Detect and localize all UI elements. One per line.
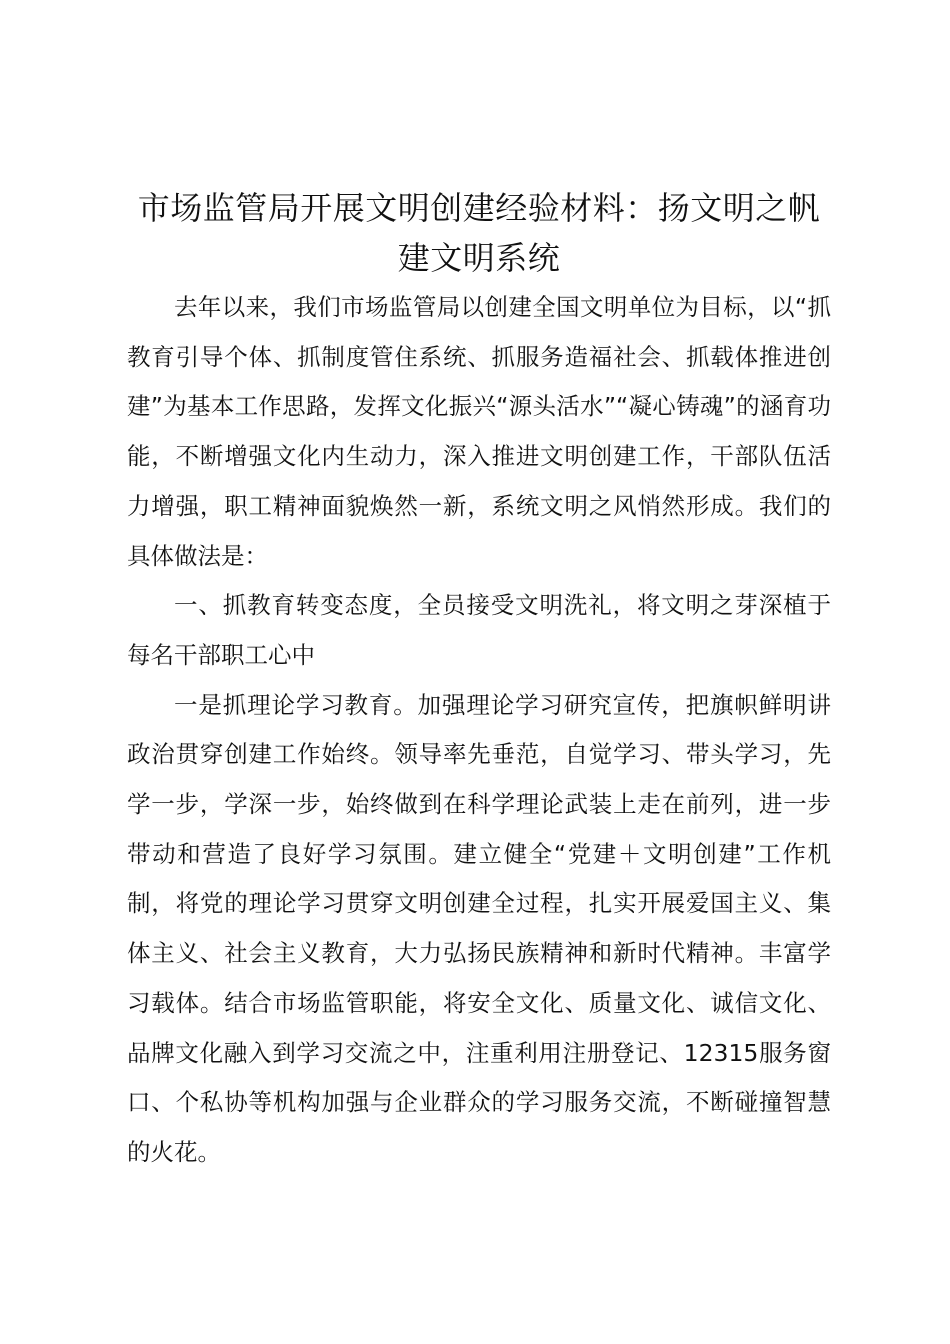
document-page — [127, 183, 831, 1178]
document-title: 市场监管局开展文明创建经验材料：扬文明之帆建文明系统 — [137, 189, 821, 277]
section-heading-1: 一、抓教育转变态度，全员接受文明洗礼，将文明之芽深植于每名干部职工心中 — [127, 591, 831, 669]
intro-paragraph: 去年以来，我们市场监管局以创建全国文明单位为目标，以“抓教育引导个体、抓制度管住系统、抓服务造福社会、抓载体推进创建”为基本工作思路，发挥文化振兴“源头活水”“凝心铸魂”的涵育功能，不断增强文化内生动力，深入推进文明创建工作，干部队伍活力增强，职工精神面貌焕然一新，系统文明之风悄然形成。我们的具体做法是： — [127, 293, 831, 570]
body-paragraph-1: 一是抓理论学习教育。加强理论学习研究宣传，把旗帜鲜明讲政治贯穿创建工作始终。领导率先垂范，自觉学习、带头学习，先学一步，学深一步，始终做到在科学理论武装上走在前列，进一步带动和营造了良好学习氛围。建立健全“党建＋文明创建”工作机制，将党的理论学习贯穿文明创建全过程，扎实开展爱国主义、集体主义、社会主义教育，大力弘扬民族精神和新时代精神。丰富学习载体。结合市场监管职能，将安全文化、质量文化、诚信文化、品牌文化融入到学习交流之中，注重利用注册登记、12315服务窗口、个私协等机构加强与企业群众的学习服务交流，不断碰撞智慧的火花。 — [127, 690, 831, 1166]
